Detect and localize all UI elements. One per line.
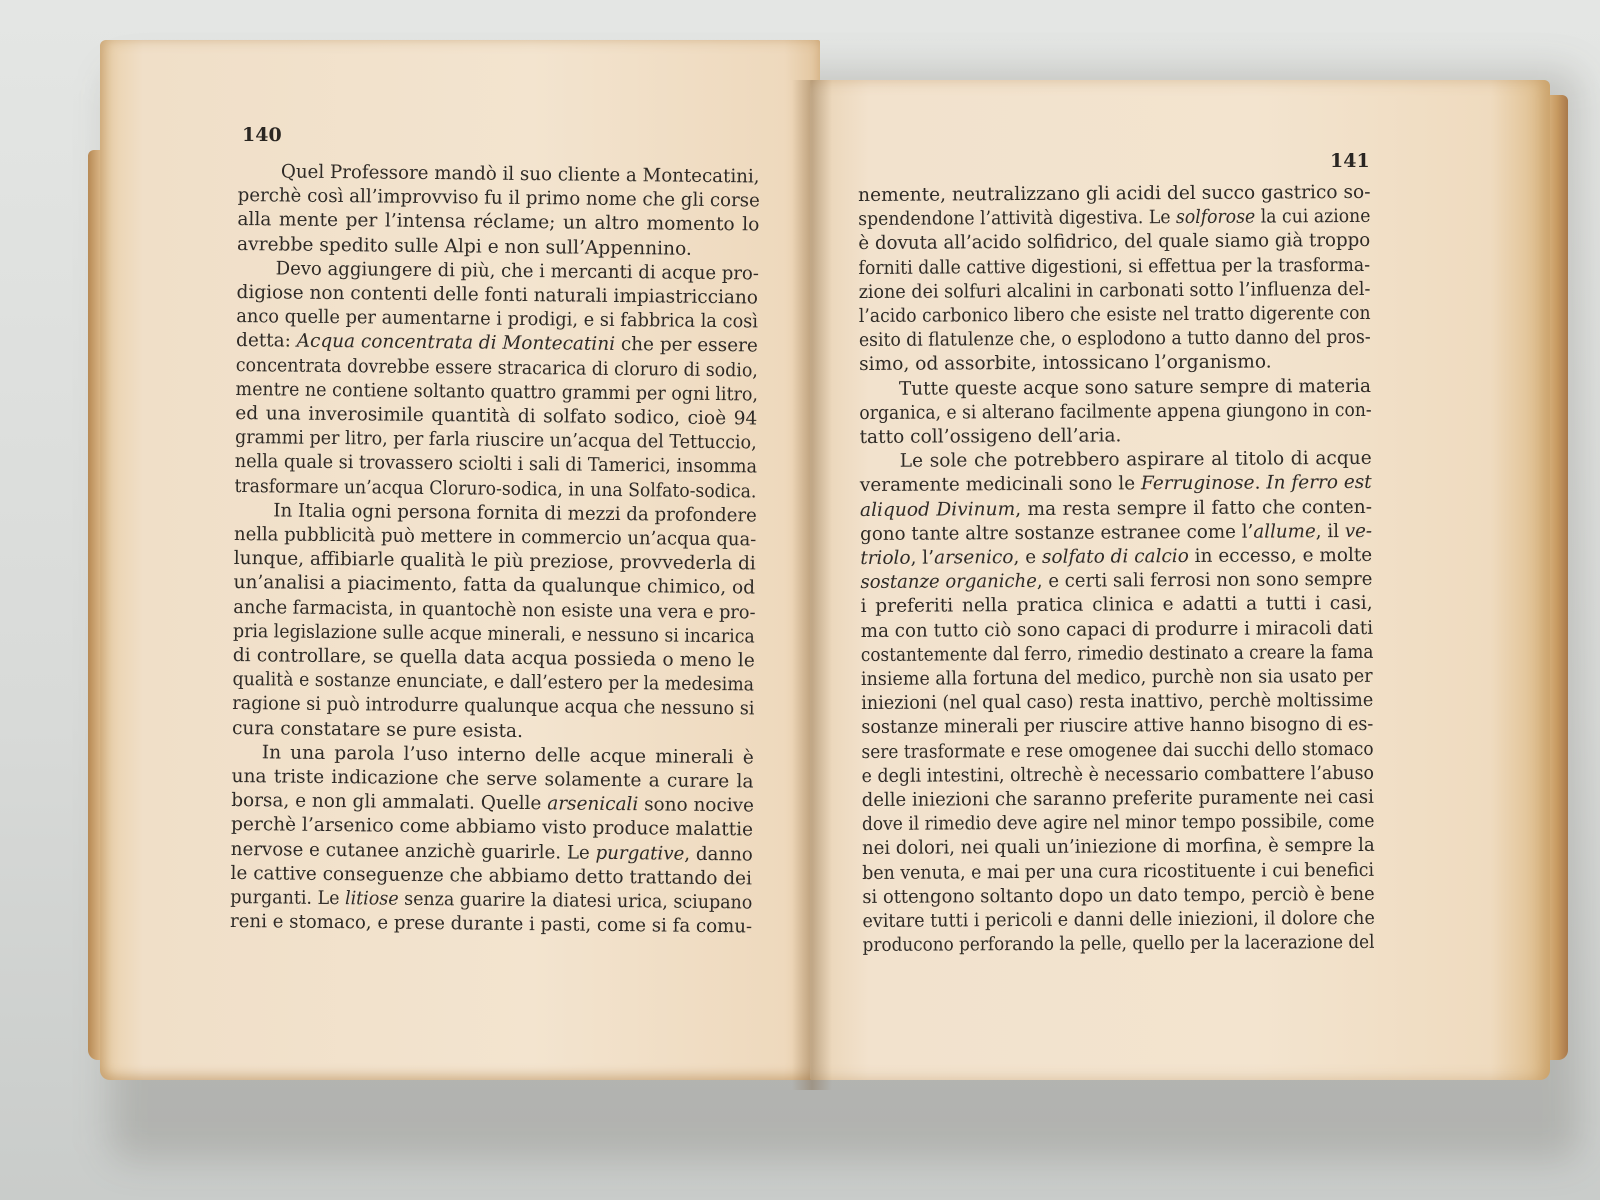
text-line: producono perforando la pelle, quello per la lacerazione del — [862, 932, 1375, 957]
text-line: insieme alla fortuna del medico, purchè non sia usato per — [860, 665, 1373, 691]
text-line: alla mente per l’intensa réclame; un altro momento lo — [237, 209, 760, 236]
italic-phrase: sostanze organiche — [860, 571, 1037, 594]
text-line-with-italic: nervose e cutanee anzichè guarirle. Le purgative, danno — [230, 838, 753, 866]
text-line: iniezioni (nel qual caso) resta inattivo, perchè moltissime — [861, 690, 1374, 715]
text-line-with-italic: spendendone l’attività digestiva. Le solforose la cui azione — [858, 206, 1371, 231]
text-line: le cattive conseguenze che abbiamo detto trattando dei — [230, 862, 753, 890]
text-line: un’analisi a piacimento, fatta da qualunque chimico, od — [233, 572, 756, 599]
text-line: evitare tutti i pericoli e danni delle iniezioni, il dolore che — [862, 907, 1375, 933]
text-line: qualità e sostanze enunciate, e dall’estero per la medesima — [232, 669, 755, 696]
text-line: anche farmacista, in quantochè non esiste una vera e pro- — [233, 596, 756, 624]
italic-phrase: litiose — [344, 888, 399, 910]
text-line: nemente, neutralizzano gli acidi del succo gastrico so- — [858, 181, 1371, 206]
text-line: i preferiti nella pratica clinica e adatti a tutti i casi, — [860, 593, 1373, 618]
text-line: organica, e si alterano facilmente appena giungono in con- — [859, 399, 1372, 424]
text-line: si ottengono soltanto dopo un dato tempo, perciò è bene — [862, 883, 1375, 908]
text-line: forniti dalle cattive digestioni, si effettua per la trasforma- — [858, 254, 1371, 279]
italic-phrase: Acqua concentrata di Montecatini — [296, 331, 616, 356]
text-line-with-italic: aliquod Divinum, ma resta sempre il fatto che conten- — [859, 496, 1373, 521]
italic-phrase: purgative — [595, 842, 685, 865]
text-line: lunque, affibiarle qualità le più preziose, provvederla di — [233, 548, 756, 575]
text-line: tatto coll’ossigeno dell’aria. — [859, 425, 1122, 449]
text-line: è dovuta all’acido solfidrico, del quale siamo già troppo — [858, 230, 1371, 255]
text-line: costantemente dal ferro, rimedio destinato a creare la fama — [860, 641, 1374, 666]
right-page-number: 141 — [1330, 150, 1370, 172]
italic-phrase: arsenico — [933, 547, 1014, 569]
text-line: perchè così all’improvviso fu il primo nome che gli corse — [237, 185, 760, 212]
text-line: ben venuta, e mai per una cura ricostituente i cui benefici — [862, 859, 1375, 884]
text-line: ma con tutto ciò sono capaci di produrre i miracoli dati — [860, 617, 1374, 642]
text-line: concentrata dovrebbe essere stracarica di cloruro di sodio, — [235, 354, 758, 382]
text-line: l’acido carbonico libero che esiste nel tratto digerente con — [858, 302, 1371, 328]
text-line-with-italic: veramente medicinali sono le Ferruginose. In ferro est — [859, 472, 1372, 497]
text-line: e degli intestini, oltrechè è necessario combattere l’abuso — [861, 762, 1375, 787]
text-line: delle iniezioni che saranno preferite puramente nei casi — [861, 786, 1374, 812]
text-line: ed una inverosimile quantità di solfato sodico, cioè 94 — [235, 403, 758, 430]
text-line-with-italic: purganti. Le litiose senza guarire la diatesi urica, sciupano — [230, 887, 753, 914]
text-line: zione dei solfuri alcalini in carbonati sotto l’influenza del- — [858, 278, 1371, 303]
italic-phrase: solfato di calcio — [1041, 546, 1189, 568]
text-line: anco quelle per aumentarne i prodigi, e si fabbrica la così — [236, 306, 759, 333]
text-line: perchè l’arsenico come abbiamo visto produce malattie — [230, 814, 754, 841]
text-line: cura constatare se pure esista. — [231, 717, 524, 742]
left-page-text — [230, 160, 760, 940]
text-line: avrebbe spedito sulle Alpi e non sull’Appennino. — [237, 233, 692, 260]
text-line-with-italic: sostanze organiche, e certi sali ferrosi non sono sempre — [860, 569, 1373, 594]
text-line: nella pubblicità può mettere in commercio un’acqua qua- — [233, 524, 757, 551]
text-line: nei dolori, nei quali un’iniezione di morfina, è sempre la — [861, 835, 1375, 860]
italic-phrase: allume — [1253, 521, 1316, 543]
italic-phrase: ve- — [1344, 520, 1373, 542]
text-line: una triste indicazione che serve solamente a curare la — [231, 766, 754, 793]
text-line: In Italia ogni persona fornita di mezzi da profondere — [273, 500, 757, 527]
text-line-with-italic: gono tante altre sostanze estranee come l’allume, il ve- — [860, 520, 1373, 545]
text-line: pria legislazione sulle acque minerali, e nessuno si incarica — [232, 620, 755, 648]
text-line: In una parola l’uso interno delle acque minerali è — [261, 742, 754, 769]
text-line-with-italic: triolo, l’arsenico, e solfato di calcio in eccesso, e molte — [860, 544, 1373, 570]
text-line: digiose non contenti delle fonti naturali impiastricciano — [236, 282, 759, 309]
text-line: grammi per litro, per farla riuscire un’acqua del Tettuccio, — [234, 427, 757, 454]
right-page-text — [858, 181, 1375, 959]
text-line: reni e stomaco, e prese durante i pasti, come si fa comu- — [229, 911, 753, 938]
text-line: Le sole che potrebbero aspirare al titolo di acque — [899, 448, 1372, 472]
text-line: Quel Professore mandò il suo cliente a Montecatini, — [280, 161, 760, 188]
text-line: nella quale si trovassero sciolti i sali di Tamerici, insomma — [234, 451, 758, 478]
text-line: di controllare, se quella data acqua possieda o meno le — [232, 645, 755, 672]
italic-phrase: aliquod Divinum — [859, 498, 1016, 521]
text-line: mentre ne contiene soltanto quattro grammi per ogni litro, — [235, 378, 759, 406]
text-line: Tutte queste acque sono sature sempre di materia — [898, 375, 1371, 400]
text-line: esito di flatulenze che, o esplodono a tutto danno del pros- — [858, 327, 1371, 352]
italic-phrase: triolo — [860, 547, 911, 570]
text-line: Devo aggiungere di più, che i mercanti di acque pro- — [275, 258, 760, 285]
text-line: simo, od assorbite, intossicano l’organismo. — [859, 351, 1272, 376]
text-line: ragione si può introdurre qualunque acqua che nessuno si — [232, 693, 755, 720]
italic-phrase: solforose — [1175, 206, 1256, 229]
italic-phrase: Ferruginose — [1140, 473, 1255, 495]
italic-phrase: In ferro est — [1266, 472, 1372, 494]
text-line: sere trasformate e rese omogenee dai succhi dello stomaco — [861, 738, 1374, 763]
text-line: trasformare un’acqua Cloruro-sodica, in una Solfato-sodica. — [234, 475, 757, 503]
text-line: sostanze minerali per riuscire attive hanno bisogno di es- — [861, 714, 1374, 739]
book-spine — [792, 80, 832, 1090]
text-line-with-italic: detta: Acqua concentrata di Montecatini che per essere — [235, 330, 758, 357]
text-line-with-italic: borsa, e non gli ammalati. Quelle arsenicali sono nocive — [231, 790, 755, 817]
italic-phrase: arsenicali — [547, 793, 639, 816]
text-line: dove il rimedio deve agire nel minor tempo possibile, come — [861, 811, 1375, 836]
left-page-number: 140 — [242, 124, 282, 146]
